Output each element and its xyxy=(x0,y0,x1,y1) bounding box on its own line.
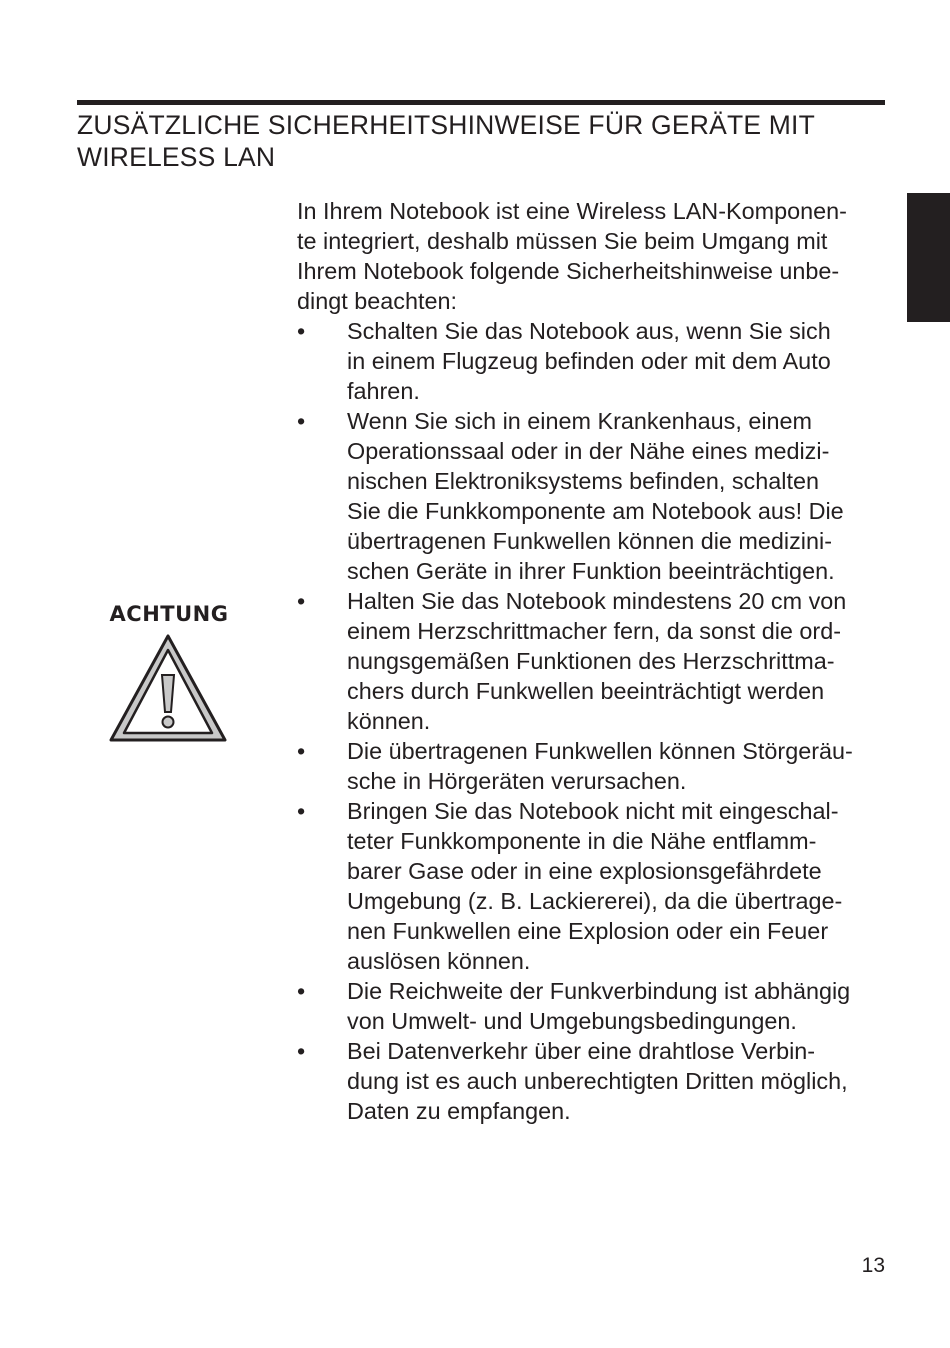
warning-label: ACHTUNG xyxy=(109,602,229,626)
bullet-dot: • xyxy=(297,798,306,824)
body-text xyxy=(297,196,887,1126)
bullet-text-line: Sie die Funkkomponente am Notebook aus! Die xyxy=(347,498,844,524)
bullet-dot: • xyxy=(297,1038,306,1064)
bullet-text-line: Die übertragenen Funkwellen können Störgeräu- xyxy=(347,738,853,764)
bullet-text-line: Bei Datenverkehr über eine drahtlose Verbin- xyxy=(347,1038,816,1064)
bullet-text-line: Wenn Sie sich in einem Krankenhaus, einem xyxy=(347,408,813,434)
section-title-line: ZUSÄTZLICHE SICHERHEITSHINWEISE FÜR GERÄTE MIT xyxy=(77,110,816,140)
intro-line: In Ihrem Notebook ist eine Wireless LAN-Komponen- xyxy=(297,198,847,224)
intro-line: te integriert, deshalb müssen Sie beim Umgang mit xyxy=(297,228,828,254)
page-number: 13 xyxy=(861,1254,885,1277)
list-item xyxy=(297,736,887,796)
section-title-line: WIRELESS LAN xyxy=(77,142,276,172)
bullet-text-line: Die Reichweite der Funkverbindung ist abhängig xyxy=(347,978,851,1004)
bullet-text-line: Operationssaal oder in der Nähe eines medizi- xyxy=(347,438,830,464)
chapter-tab-marker xyxy=(907,193,950,322)
intro-line: dingt beachten: xyxy=(297,288,457,314)
bullet-dot: • xyxy=(297,318,306,344)
header-rule xyxy=(77,100,885,105)
bullet-text-line: barer Gase oder in eine explosionsgefährdete xyxy=(347,858,822,884)
bullet-dot: • xyxy=(297,978,306,1004)
list-item xyxy=(297,1036,887,1126)
bullet-text-line: fahren. xyxy=(347,378,420,404)
bullet-text-line: von Umwelt- und Umgebungsbedingungen. xyxy=(347,1008,797,1034)
bullet-dot: • xyxy=(297,408,306,434)
bullet-dot: • xyxy=(297,738,306,764)
bullet-dot: • xyxy=(297,588,306,614)
warning-triangle-icon xyxy=(106,630,230,748)
bullet-text-line: Daten zu empfangen. xyxy=(347,1098,571,1124)
bullet-text-line: Halten Sie das Notebook mindestens 20 cm von xyxy=(347,588,847,614)
list-item xyxy=(297,586,887,736)
bullet-text-line: einem Herzschrittmacher fern, da sonst die ord- xyxy=(347,618,842,644)
bullet-text-line: chers durch Funkwellen beeinträchtigt werden xyxy=(347,678,825,704)
bullet-text-line: Bringen Sie das Notebook nicht mit eingeschal- xyxy=(347,798,839,824)
intro-paragraph xyxy=(297,196,887,316)
bullet-text-line: dung ist es auch unberechtigten Dritten möglich, xyxy=(347,1068,848,1094)
bullet-text-line: Schalten Sie das Notebook aus, wenn Sie sich xyxy=(347,318,831,344)
safety-bullet-list xyxy=(297,316,887,1126)
bullet-text-line: in einem Flugzeug befinden oder mit dem Auto xyxy=(347,348,831,374)
bullet-text-line: übertragenen Funkwellen können die medizini- xyxy=(347,528,833,554)
list-item xyxy=(297,976,887,1036)
bullet-text-line: Umgebung (z. B. Lackiererei), da die übertrage- xyxy=(347,888,843,914)
intro-line: Ihrem Notebook folgende Sicherheitshinweise unbe- xyxy=(297,258,840,284)
list-item xyxy=(297,316,887,406)
section-title xyxy=(77,109,877,173)
bullet-text-line: auslösen können. xyxy=(347,948,531,974)
bullet-text-line: schen Geräte in ihrer Funktion beeinträchtigen. xyxy=(347,558,835,584)
bullet-text-line: sche in Hörgeräten verursachen. xyxy=(347,768,687,794)
bullet-text-line: nen Funkwellen eine Explosion oder ein Feuer xyxy=(347,918,829,944)
bullet-text-line: nungsgemäßen Funktionen des Herzschrittma- xyxy=(347,648,835,674)
bullet-text-line: können. xyxy=(347,708,431,734)
list-item xyxy=(297,796,887,976)
bullet-text-line: teter Funkkomponente in die Nähe entflamm- xyxy=(347,828,817,854)
bullet-text-line: nischen Elektroniksystems befinden, schalten xyxy=(347,468,819,494)
list-item xyxy=(297,406,887,586)
